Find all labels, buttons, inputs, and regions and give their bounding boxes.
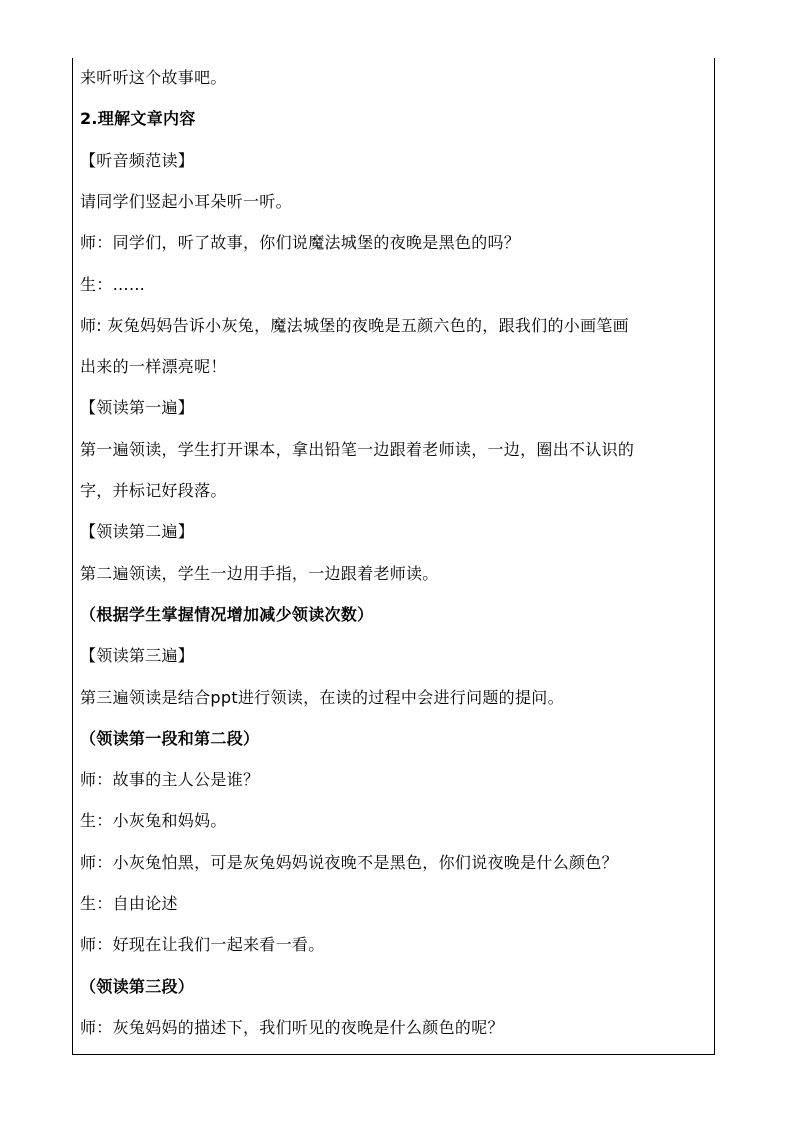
text-line: 请同学们竖起小耳朵听一听。 (80, 192, 292, 211)
bold-note: （领读第三段） (80, 977, 195, 996)
section-heading: 2.理解文章内容 (80, 109, 196, 128)
text-line: 师: 灰兔妈妈告诉小灰兔，魔法城堡的夜晚是五颜六色的，跟我们的小画笔画 (80, 316, 629, 335)
text-line: 师：好现在让我们一起来看一看。 (80, 935, 325, 954)
text-line: 生：…… (80, 275, 146, 294)
text-line: 第二遍领读，学生一边用手指，一边跟着老师读。 (80, 564, 439, 583)
text-line: 生：小灰兔和妈妈。 (80, 811, 227, 830)
text-line: 【领读第三遍】 (80, 646, 195, 665)
text-line: 【领读第一遍】 (80, 398, 195, 417)
bold-note: （领读第一段和第二段） (80, 729, 260, 748)
text-line: 师：同学们，听了故事，你们说魔法城堡的夜晚是黑色的吗？ (80, 233, 521, 252)
text-line: 第三遍领读是结合ppt进行领读，在读的过程中会进行问题的提问。 (80, 688, 564, 707)
text-line: 字，并标记好段落。 (80, 481, 227, 500)
text-line: 师：小灰兔怕黑，可是灰兔妈妈说夜晚不是黑色，你们说夜晚是什么颜色？ (80, 853, 618, 872)
text-line: 生：自由论述 (80, 894, 178, 913)
text-line: 【领读第二遍】 (80, 522, 195, 541)
text-line: 【听音频范读】 (80, 151, 195, 170)
text-line: 师：故事的主人公是谁？ (80, 770, 260, 789)
text-line: 师：灰兔妈妈的描述下，我们听见的夜晚是什么颜色的呢？ (80, 1018, 504, 1037)
text-line: 来听听这个故事吧。 (80, 68, 227, 87)
text-line: 第一遍领读，学生打开课本，拿出铅笔一边跟着老师读，一边，圈出不认识的 (80, 440, 635, 459)
text-line: 出来的一样漂亮呢！ (80, 357, 227, 376)
bold-note: （根据学生掌握情况增加减少领读次数） (80, 605, 374, 624)
